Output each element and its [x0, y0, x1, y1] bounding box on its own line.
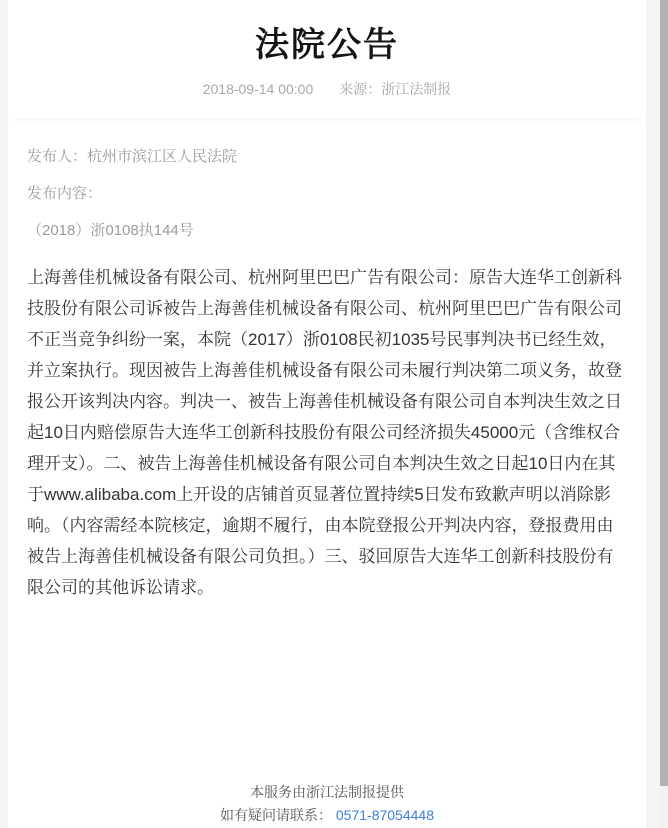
dateline	[28, 81, 626, 97]
source-label: 来源：浙江法制报	[339, 81, 452, 97]
publish-date: 2018-09-14 00:00	[202, 81, 314, 97]
contact-label: 如有疑问请联系：	[220, 807, 332, 823]
document-header	[8, 0, 646, 119]
page-title: 法院公告	[255, 26, 399, 64]
scrollbar-thumb[interactable]	[660, 0, 668, 786]
contact-line	[8, 807, 646, 823]
announcement-page	[8, 0, 646, 828]
announcement-body: 上海善佳机械设备有限公司、杭州阿里巴巴广告有限公司：原告大连华工创新科技股份有限公司诉被告上海善佳机械设备有限公司、杭州阿里巴巴广告有限公司不正当竞争纠纷一案，本院（2017）浙0108民初1035号民事判决书已经生效，并立案执行。现因被告上海善佳机械设备有限公司未履行判决第二项义务，故登报公开该判决内容。判决一、被告上海善佳机械设备有限公司自本判决生效之日起10日内赔偿原告大连华工创新科技股份有限公司经济损失45000元（含维权合理开支）。二、被告上海善佳机械设备有限公司自本判决生效之日起10日内在其于www.alibaba.com上开设的店铺首页显著位置持续5日发布致歉声明以消除影响。（内容需经本院核定，逾期不履行，由本院登报公开判决内容，登报费用由被告上海善佳机械设备有限公司负担。）三、驳回原告大连华工创新科技股份有限公司的其他诉讼请求。	[27, 268, 622, 597]
case-number-line: （2018）浙0108执144号	[27, 222, 194, 239]
vertical-scrollbar	[660, 0, 668, 828]
document-footer	[8, 784, 646, 823]
publisher-line: 发布人：杭州市滨江区人民法院	[27, 148, 238, 165]
service-provider-line: 本服务由浙江法制报提供	[250, 784, 404, 800]
content-label-line: 发布内容：	[27, 185, 103, 202]
meta-section	[8, 119, 646, 239]
contact-phone-link[interactable]: 0571-87054448	[335, 807, 434, 823]
